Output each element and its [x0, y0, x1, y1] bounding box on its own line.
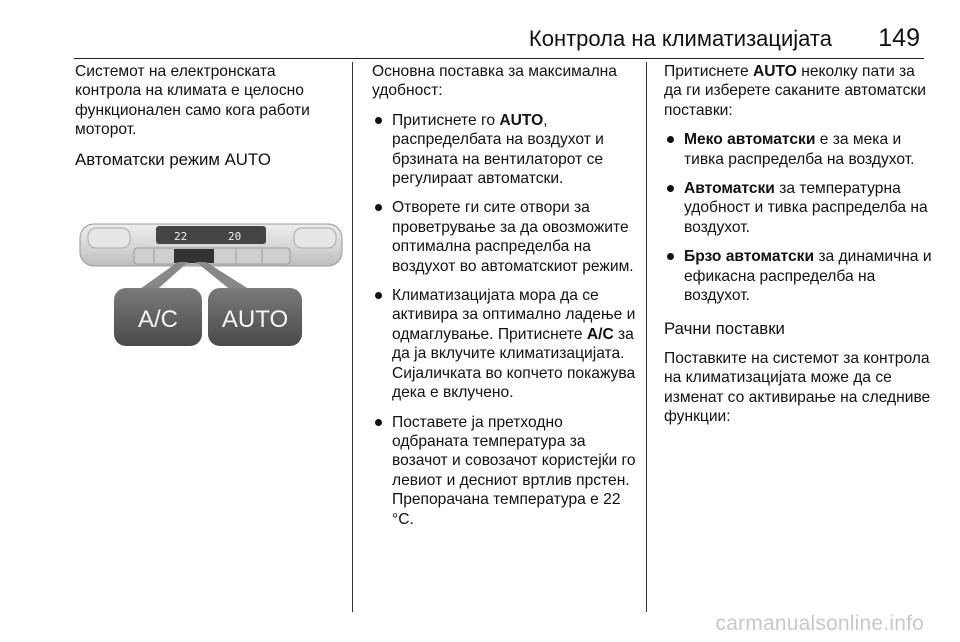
page-number: 149: [878, 24, 920, 52]
intro-paragraph: Основна поставка за максимална удобност:: [372, 63, 617, 100]
list-item: Поставете ја претходно одбраната температура за возачот и совозачот користејќи го левиот и десниот вртлив прстен. Препорачана температура е 22 °C.: [372, 413, 640, 529]
column-divider-2: [646, 62, 647, 612]
manual-settings-paragraph: Поставките на системот за контрола на климатизацијата може да се изменат со активирање на следниве функции:: [664, 349, 931, 426]
watermark: carmanualsonline.info: [715, 612, 924, 635]
ac-button-callout: [114, 288, 202, 346]
display-temp-right: 20: [228, 230, 242, 243]
auto-button-label: AUTO: [221, 306, 289, 333]
list-item: Автоматски за температурна удобност и тивка распределба на воздухот.: [664, 179, 936, 237]
intro-paragraph: Притиснете AUTO неколку пати за да ги изберете саканите автоматски поставки:: [664, 63, 926, 119]
list-item: Меко автоматски е за мека и тивка распределба на воздухот.: [664, 130, 936, 169]
list-item: Отворете ги сите отвори за проветрување за да овозможите оптимална распределба на воздухот во автоматскиот режим.: [372, 198, 640, 276]
section-heading-manual: Рачни поставки: [664, 319, 785, 339]
intro-paragraph: Системот на електронската контрола на климата е целосно функционален само кога работи моторот.: [75, 63, 310, 139]
column-1: [75, 62, 337, 179]
auto-button-callout: [208, 288, 302, 346]
page-title: Контрола на климатизацијата: [528, 26, 832, 51]
climate-control-panel-illustration: [78, 210, 346, 350]
column-3: [664, 62, 936, 437]
list-item: Притиснете го AUTO, распределбата на воздухот и брзината на вентилаторот се регулираат автоматски.: [372, 111, 640, 189]
column-2: [372, 62, 640, 539]
section-heading-auto: Автоматски режим AUTO: [75, 149, 271, 169]
ac-button-label: A/C: [137, 306, 179, 333]
list-item: Климатизацијата мора да се активира за оптимално ладење и одмаглување. Притиснете A/C за да ја вклучите климатизацијата. Сијаличката во копчето покажува дека е вклучено.: [372, 286, 640, 402]
column-divider-1: [352, 62, 353, 612]
bullet-list: [372, 111, 640, 529]
display-temp-left: 22: [174, 230, 188, 243]
page-header: [74, 22, 924, 59]
bullet-list: [664, 130, 936, 305]
list-item: Брзо автоматски за динамична и ефикасна распределба на воздухот.: [664, 247, 936, 305]
